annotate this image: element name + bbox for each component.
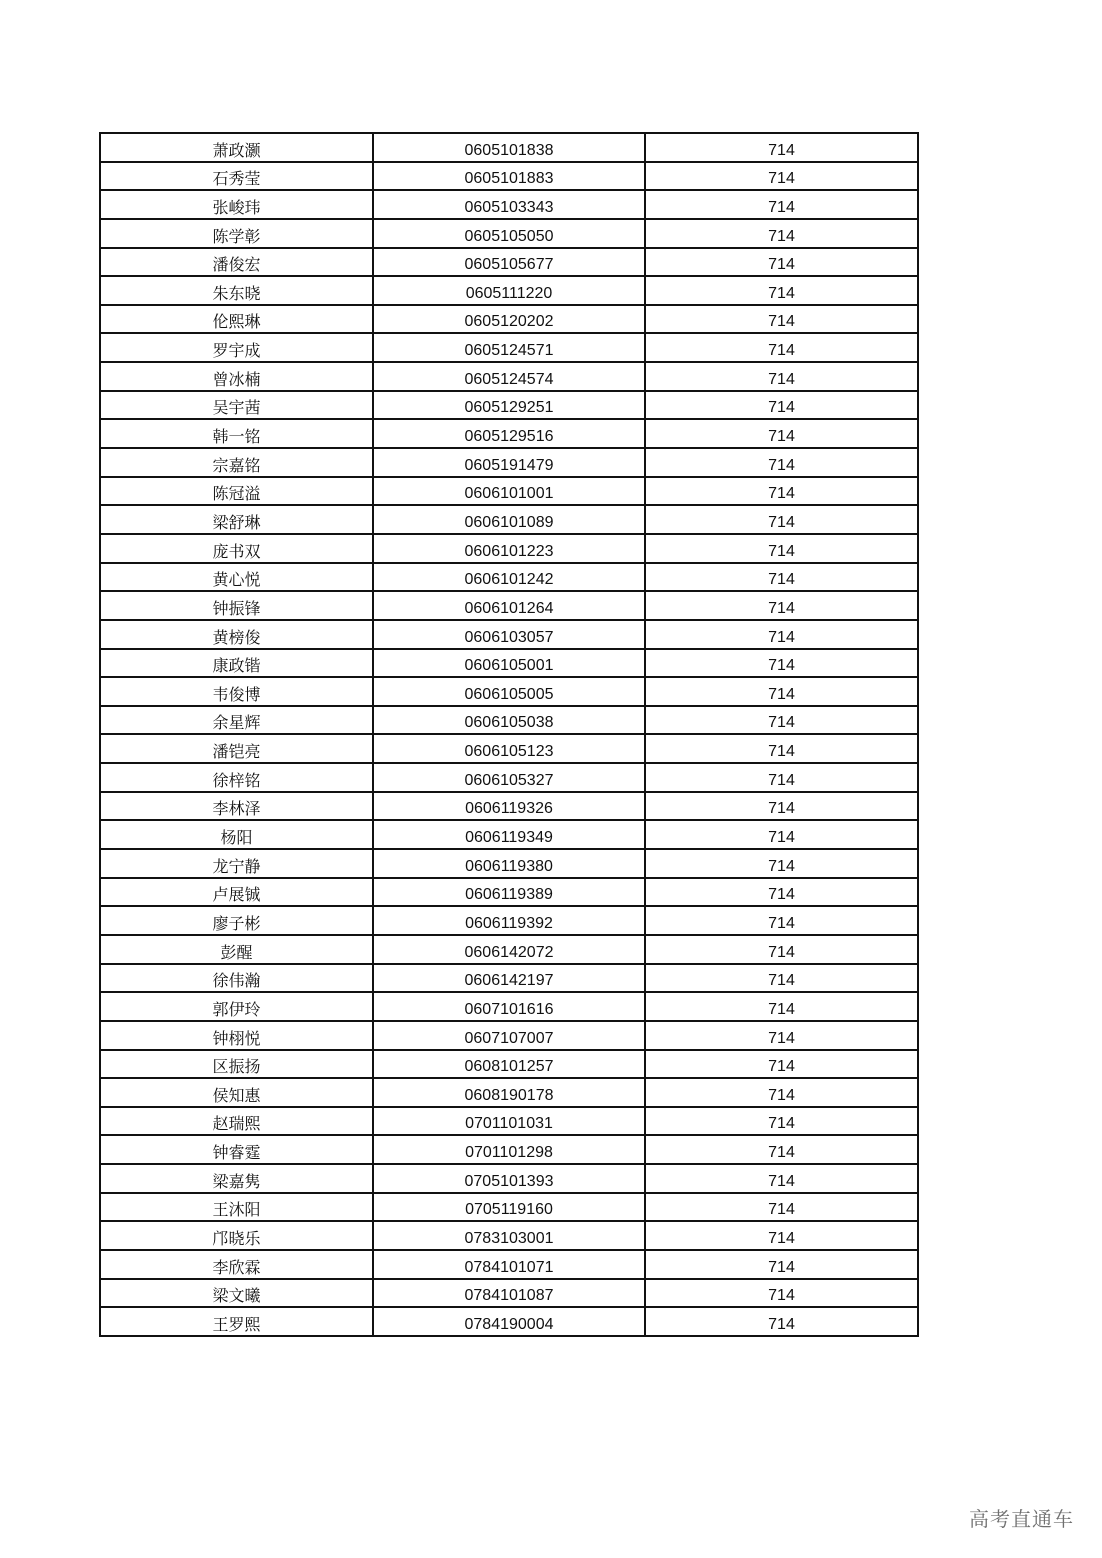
- score-cell: 714: [645, 305, 918, 334]
- candidate-number-cell: 0605105677: [373, 248, 645, 277]
- score-cell: 714: [645, 391, 918, 420]
- score-cell: 714: [645, 276, 918, 305]
- score-cell: 714: [645, 133, 918, 162]
- candidate-number-cell: 0607101616: [373, 992, 645, 1021]
- score-cell: 714: [645, 219, 918, 248]
- score-table-body: [100, 133, 918, 1336]
- table-row: [100, 1021, 918, 1050]
- table-row: [100, 677, 918, 706]
- candidate-number-cell: 0606101089: [373, 505, 645, 534]
- table-row: [100, 792, 918, 821]
- candidate-number-cell: 0606105038: [373, 706, 645, 735]
- score-cell: 714: [645, 734, 918, 763]
- student-name-cell: 李林泽: [100, 792, 373, 821]
- candidate-number-cell: 0783103001: [373, 1221, 645, 1250]
- student-name-cell: 梁舒琳: [100, 505, 373, 534]
- score-cell: 714: [645, 1279, 918, 1308]
- table-row: [100, 649, 918, 678]
- candidate-number-cell: 0606119389: [373, 878, 645, 907]
- table-row: [100, 849, 918, 878]
- table-row: [100, 1078, 918, 1107]
- student-name-cell: 郭伊玲: [100, 992, 373, 1021]
- score-cell: 714: [645, 1307, 918, 1336]
- table-row: [100, 419, 918, 448]
- score-cell: 714: [645, 992, 918, 1021]
- score-cell: 714: [645, 419, 918, 448]
- candidate-number-cell: 0606105123: [373, 734, 645, 763]
- candidate-number-cell: 0606105005: [373, 677, 645, 706]
- score-cell: 714: [645, 935, 918, 964]
- table-row: [100, 706, 918, 735]
- candidate-number-cell: 0607107007: [373, 1021, 645, 1050]
- candidate-number-cell: 0705119160: [373, 1193, 645, 1222]
- score-cell: 714: [645, 1078, 918, 1107]
- table-row: [100, 563, 918, 592]
- score-cell: 714: [645, 477, 918, 506]
- student-name-cell: 卢展铖: [100, 878, 373, 907]
- candidate-number-cell: 0606105001: [373, 649, 645, 678]
- score-cell: 714: [645, 591, 918, 620]
- student-name-cell: 陈冠溢: [100, 477, 373, 506]
- candidate-number-cell: 0605124571: [373, 333, 645, 362]
- student-name-cell: 黄榜俊: [100, 620, 373, 649]
- candidate-number-cell: 0784190004: [373, 1307, 645, 1336]
- score-cell: 714: [645, 534, 918, 563]
- candidate-number-cell: 0606101223: [373, 534, 645, 563]
- table-row: [100, 305, 918, 334]
- student-name-cell: 韩一铭: [100, 419, 373, 448]
- score-cell: 714: [645, 820, 918, 849]
- table-row: [100, 477, 918, 506]
- candidate-number-cell: 0606101242: [373, 563, 645, 592]
- table-row: [100, 190, 918, 219]
- table-row: [100, 1221, 918, 1250]
- candidate-number-cell: 0605101838: [373, 133, 645, 162]
- candidate-number-cell: 0701101031: [373, 1107, 645, 1136]
- table-row: [100, 763, 918, 792]
- score-cell: 714: [645, 162, 918, 191]
- student-name-cell: 徐伟瀚: [100, 964, 373, 993]
- score-cell: 714: [645, 1135, 918, 1164]
- score-cell: 714: [645, 906, 918, 935]
- score-cell: 714: [645, 563, 918, 592]
- table-row: [100, 219, 918, 248]
- score-cell: 714: [645, 333, 918, 362]
- student-name-cell: 邝晓乐: [100, 1221, 373, 1250]
- student-name-cell: 萧政灏: [100, 133, 373, 162]
- candidate-number-cell: 0605191479: [373, 448, 645, 477]
- candidate-number-cell: 0608190178: [373, 1078, 645, 1107]
- student-name-cell: 钟振锋: [100, 591, 373, 620]
- table-row: [100, 534, 918, 563]
- score-cell: 714: [645, 964, 918, 993]
- student-name-cell: 廖子彬: [100, 906, 373, 935]
- score-table: [99, 132, 919, 1337]
- candidate-number-cell: 0605120202: [373, 305, 645, 334]
- table-row: [100, 276, 918, 305]
- candidate-number-cell: 0705101393: [373, 1164, 645, 1193]
- student-name-cell: 彭醒: [100, 935, 373, 964]
- student-name-cell: 李欣霖: [100, 1250, 373, 1279]
- watermark-text: 高考直通车: [969, 1507, 1074, 1531]
- table-row: [100, 1164, 918, 1193]
- score-cell: 714: [645, 1107, 918, 1136]
- table-row: [100, 391, 918, 420]
- candidate-number-cell: 0606142072: [373, 935, 645, 964]
- table-row: [100, 734, 918, 763]
- score-cell: 714: [645, 1021, 918, 1050]
- table-row: [100, 162, 918, 191]
- table-row: [100, 964, 918, 993]
- student-name-cell: 潘俊宏: [100, 248, 373, 277]
- student-name-cell: 杨阳: [100, 820, 373, 849]
- candidate-number-cell: 0605105050: [373, 219, 645, 248]
- candidate-number-cell: 0701101298: [373, 1135, 645, 1164]
- student-name-cell: 宗嘉铭: [100, 448, 373, 477]
- table-row: [100, 1307, 918, 1336]
- table-row: [100, 1279, 918, 1308]
- table-row: [100, 1250, 918, 1279]
- score-cell: 714: [645, 649, 918, 678]
- table-row: [100, 820, 918, 849]
- student-name-cell: 潘铠亮: [100, 734, 373, 763]
- table-row: [100, 1107, 918, 1136]
- candidate-number-cell: 0606119392: [373, 906, 645, 935]
- table-row: [100, 133, 918, 162]
- table-row: [100, 1135, 918, 1164]
- table-row: [100, 591, 918, 620]
- student-name-cell: 侯知惠: [100, 1078, 373, 1107]
- table-row: [100, 620, 918, 649]
- student-name-cell: 梁文曦: [100, 1279, 373, 1308]
- student-name-cell: 康政锴: [100, 649, 373, 678]
- score-cell: 714: [645, 1050, 918, 1079]
- table-row: [100, 333, 918, 362]
- score-cell: 714: [645, 706, 918, 735]
- score-cell: 714: [645, 448, 918, 477]
- student-name-cell: 梁嘉隽: [100, 1164, 373, 1193]
- candidate-number-cell: 0606119380: [373, 849, 645, 878]
- score-cell: 714: [645, 792, 918, 821]
- score-cell: 714: [645, 849, 918, 878]
- student-name-cell: 罗宇成: [100, 333, 373, 362]
- candidate-number-cell: 0784101071: [373, 1250, 645, 1279]
- score-cell: 714: [645, 763, 918, 792]
- candidate-number-cell: 0605124574: [373, 362, 645, 391]
- score-cell: 714: [645, 1193, 918, 1222]
- candidate-number-cell: 0606101001: [373, 477, 645, 506]
- student-name-cell: 张峻玮: [100, 190, 373, 219]
- candidate-number-cell: 0605101883: [373, 162, 645, 191]
- student-name-cell: 徐梓铭: [100, 763, 373, 792]
- student-name-cell: 韦俊博: [100, 677, 373, 706]
- table-row: [100, 362, 918, 391]
- candidate-number-cell: 0606101264: [373, 591, 645, 620]
- student-name-cell: 黄心悦: [100, 563, 373, 592]
- score-cell: 714: [645, 1250, 918, 1279]
- candidate-number-cell: 0606103057: [373, 620, 645, 649]
- score-cell: 714: [645, 248, 918, 277]
- table-row: [100, 992, 918, 1021]
- student-name-cell: 区振扬: [100, 1050, 373, 1079]
- student-name-cell: 伦熙琳: [100, 305, 373, 334]
- candidate-number-cell: 0608101257: [373, 1050, 645, 1079]
- candidate-number-cell: 0605111220: [373, 276, 645, 305]
- student-name-cell: 钟栩悦: [100, 1021, 373, 1050]
- table-row: [100, 935, 918, 964]
- candidate-number-cell: 0606119326: [373, 792, 645, 821]
- score-cell: 714: [645, 1164, 918, 1193]
- student-name-cell: 吴宇茜: [100, 391, 373, 420]
- candidate-number-cell: 0784101087: [373, 1279, 645, 1308]
- score-cell: 714: [645, 878, 918, 907]
- candidate-number-cell: 0605129251: [373, 391, 645, 420]
- student-name-cell: 曾冰楠: [100, 362, 373, 391]
- candidate-number-cell: 0605103343: [373, 190, 645, 219]
- candidate-number-cell: 0605129516: [373, 419, 645, 448]
- candidate-number-cell: 0606119349: [373, 820, 645, 849]
- table-row: [100, 505, 918, 534]
- student-name-cell: 陈学彰: [100, 219, 373, 248]
- student-name-cell: 龙宁静: [100, 849, 373, 878]
- table-row: [100, 1193, 918, 1222]
- student-name-cell: 王罗熙: [100, 1307, 373, 1336]
- candidate-number-cell: 0606105327: [373, 763, 645, 792]
- table-row: [100, 906, 918, 935]
- score-cell: 714: [645, 505, 918, 534]
- student-name-cell: 王沐阳: [100, 1193, 373, 1222]
- score-cell: 714: [645, 190, 918, 219]
- table-row: [100, 248, 918, 277]
- score-cell: 714: [645, 620, 918, 649]
- table-row: [100, 1050, 918, 1079]
- table-row: [100, 448, 918, 477]
- table-row: [100, 878, 918, 907]
- score-cell: 714: [645, 1221, 918, 1250]
- student-name-cell: 石秀莹: [100, 162, 373, 191]
- student-name-cell: 朱东晓: [100, 276, 373, 305]
- candidate-number-cell: 0606142197: [373, 964, 645, 993]
- student-name-cell: 赵瑞熙: [100, 1107, 373, 1136]
- score-cell: 714: [645, 677, 918, 706]
- student-name-cell: 余星辉: [100, 706, 373, 735]
- score-cell: 714: [645, 362, 918, 391]
- student-name-cell: 钟睿霆: [100, 1135, 373, 1164]
- student-name-cell: 庞书双: [100, 534, 373, 563]
